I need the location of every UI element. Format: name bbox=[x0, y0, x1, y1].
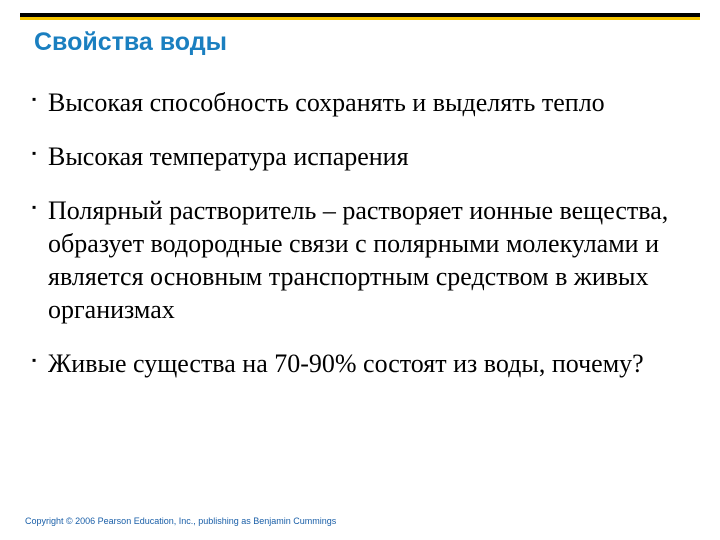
bullet-item bbox=[30, 194, 680, 326]
bullet-text: Высокая способность сохранять и выделять тепло bbox=[48, 88, 605, 117]
header-rule-accent bbox=[20, 17, 700, 20]
bullet-icon: ▪ bbox=[32, 200, 37, 214]
bullet-icon: ▪ bbox=[32, 353, 37, 367]
bullet-icon: ▪ bbox=[32, 92, 37, 106]
copyright-notice: Copyright © 2006 Pearson Education, Inc., publishing as Benjamin Cummings bbox=[25, 516, 337, 526]
bullet-icon: ▪ bbox=[32, 146, 37, 160]
bullet-item bbox=[30, 140, 680, 173]
slide-title: Свойства воды bbox=[34, 28, 227, 56]
bullet-text: Полярный растворитель – растворяет ионные вещества, образует водородные связи с полярными молекулами и является основным транспортным средством в живых организмах bbox=[48, 196, 669, 324]
bullet-item bbox=[30, 347, 680, 380]
bullet-text: Живые существа на 70-90% состоят из воды, почему? bbox=[48, 349, 644, 378]
bullet-list bbox=[30, 86, 680, 401]
bullet-text: Высокая температура испарения bbox=[48, 142, 409, 171]
bullet-item bbox=[30, 86, 680, 119]
